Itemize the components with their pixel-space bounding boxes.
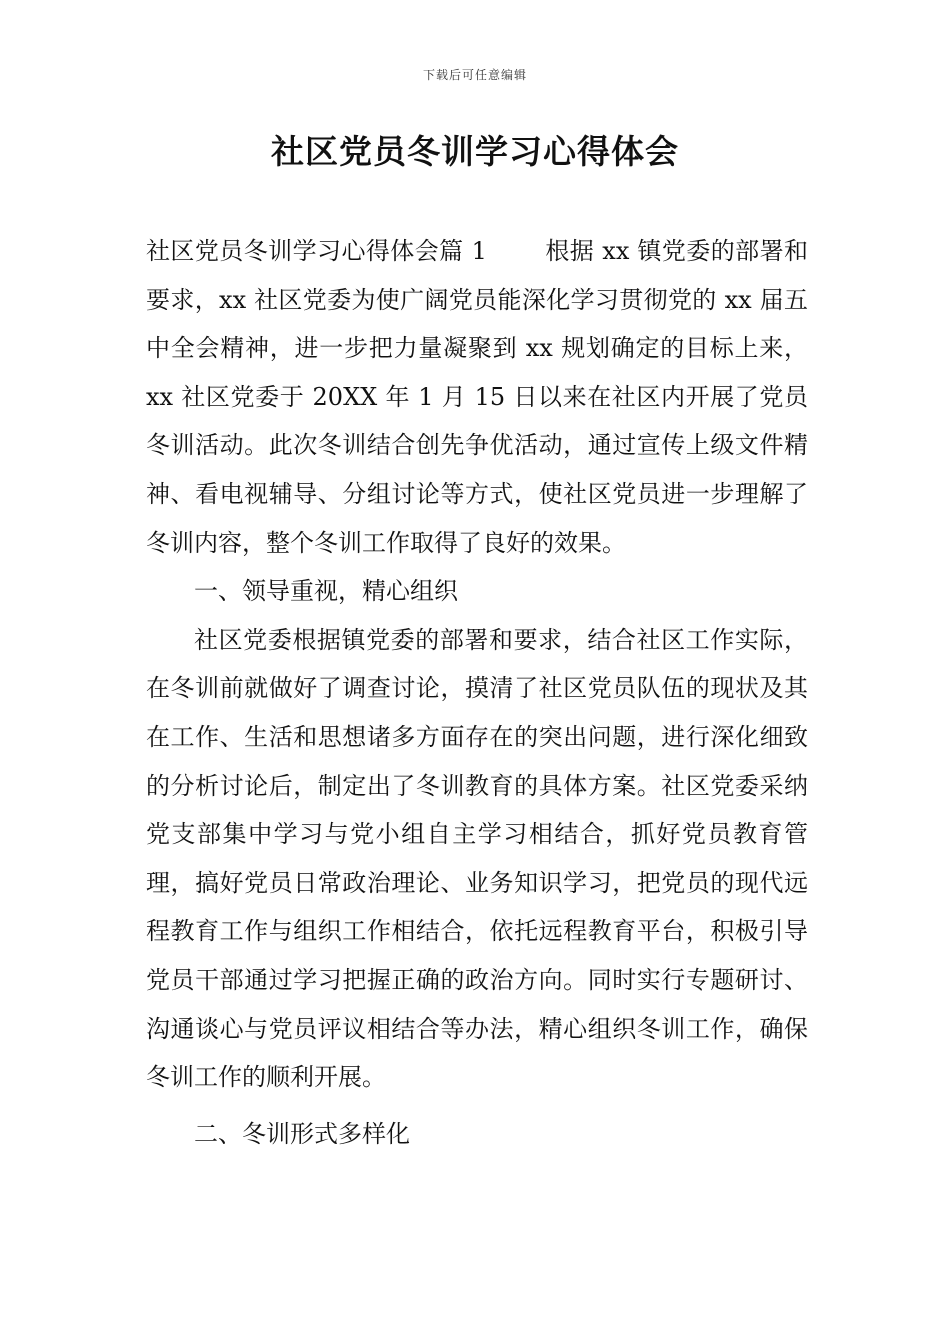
section-label: 社区党员冬训学习心得体会篇 1 [146,237,487,265]
section-heading-2: 二、冬训形式多样化 [194,1119,410,1148]
intro-text: 根据 xx 镇党委的部署和要求，xx 社区党委为使广阔党员能深化学习贯彻党的 xx 届五中全会精神，进一步把力量凝聚到 xx 规划确定的目标上来，xx 社区党委于 20XX 年 1 月 15 日以来在社区内开展了党员冬训活动。此次冬训结合创先争优活动，通过宣传上级文件精神、看电视辅导、分组讨论等方式，使社区党员进一步理解了冬训内容，整个冬训工作取得了良好的效果。 [146,237,809,557]
intro-paragraph [146,227,808,567]
document-title: 社区党员冬训学习心得体会 [271,132,679,171]
section-heading-1: 一、领导重视，精心组织 [194,577,458,606]
body-paragraph-1: 社区党委根据镇党委的部署和要求，结合社区工作实际，在冬训前就做好了调查讨论，摸清了社区党员队伍的现状及其在工作、生活和思想诸多方面存在的突出问题，进行深化细致的分析讨论后，制定出了冬训教育的具体方案。社区党委采纳党支部集中学习与党小组自主学习相结合，抓好党员教育管理，搞好党员日常政治理论、业务知识学习，把党员的现代远程教育工作与组织工作相结合，依托远程教育平台，积极引导党员干部通过学习把握正确的政治方向。同时实行专题研讨、沟通谈心与党员评议相结合等办法，精心组织冬训工作，确保冬训工作的顺利开展。 [146,625,808,1092]
header-note: 下载后可任意编辑 [422,68,527,82]
document-body [146,227,808,1158]
